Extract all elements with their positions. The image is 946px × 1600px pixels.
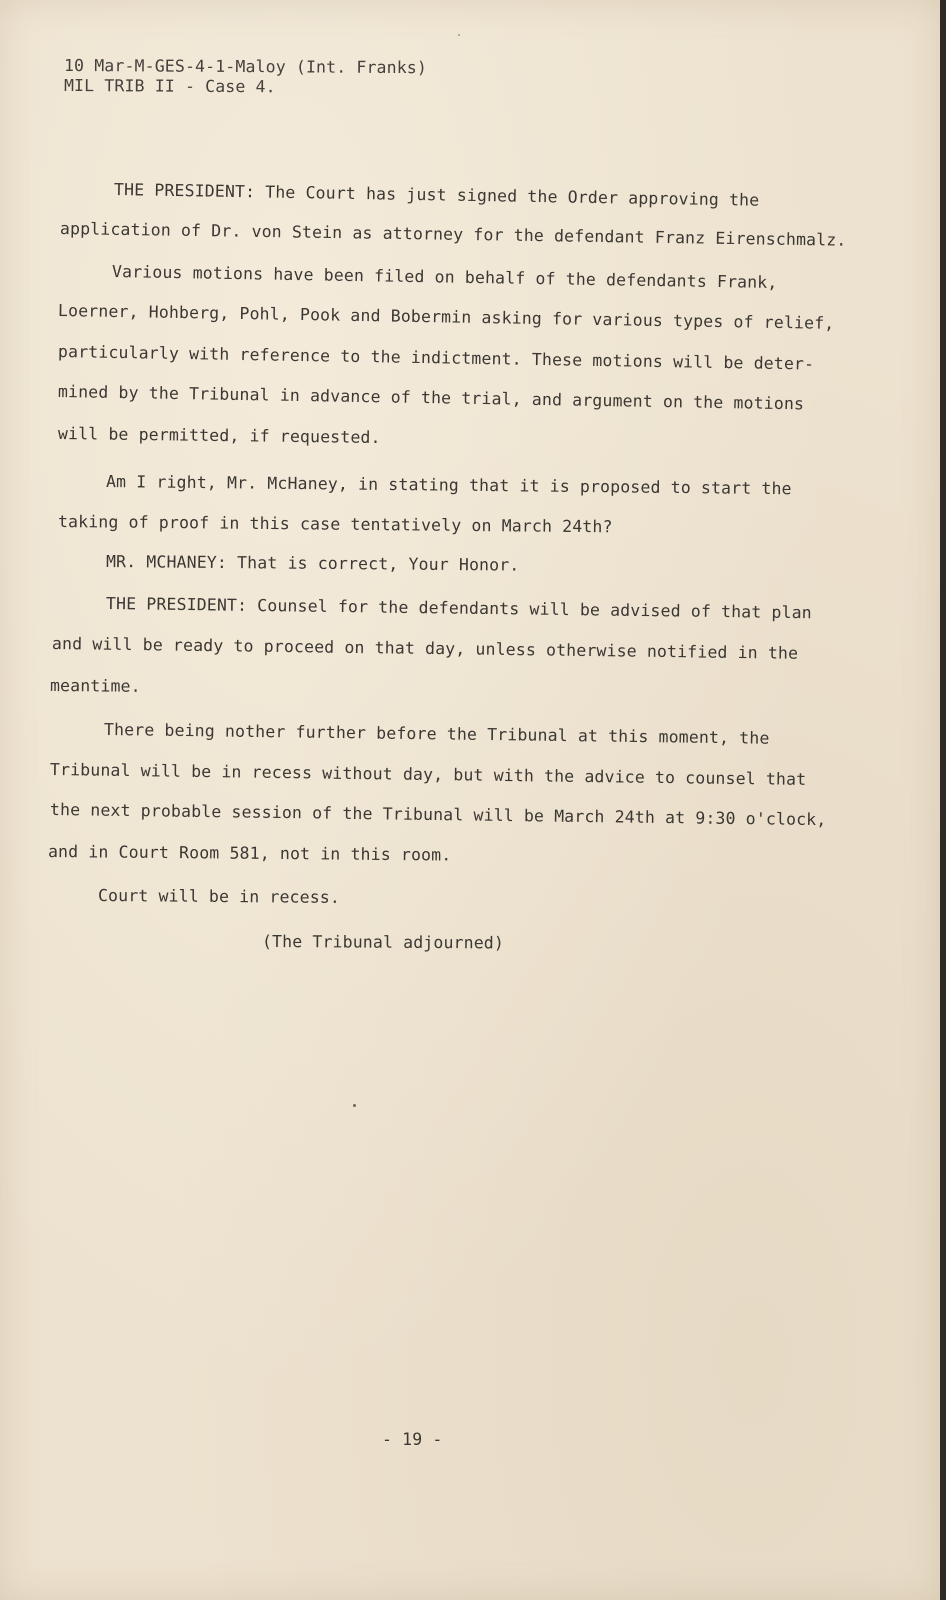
transcript-line: and in Court Room 581, not in this room. <box>47 842 452 865</box>
page-edge-shadow <box>940 0 946 1600</box>
page-number: - 19 - <box>382 1430 443 1449</box>
transcript-line: will be permitted, if requested. <box>57 424 381 447</box>
transcript-line: THE PRESIDENT: The Court has just signed the Order approving the <box>113 180 760 210</box>
transcript-line: the next probable session of the Tribunal will be March 24th at 9:30 o'clock, <box>49 800 827 830</box>
transcript-line: meantime. <box>49 676 141 696</box>
header-reference-line: 10 Mar-M-GES-4-1-Maloy (Int. Franks) <box>63 56 428 78</box>
paper-speck <box>353 1104 356 1107</box>
transcript-line: Various motions have been filed on behalf of the defendants Frank, <box>111 262 778 293</box>
header-tribunal-case-line: MIL TRIB II - Case 4. <box>63 76 276 97</box>
transcript-line: There being nother further before the Tribunal at this moment, the <box>103 720 770 748</box>
transcript-line: Loerner, Hohberg, Pohl, Pook and Bobermin asking for various types of relief, <box>57 301 835 333</box>
paper-speck <box>458 34 460 36</box>
transcript-line: THE PRESIDENT: Counsel for the defendants will be advised of that plan <box>105 594 812 623</box>
transcript-line: Tribunal will be in recess without day, but with the advice to counsel that <box>49 760 807 789</box>
adjournment-note: (The Tribunal adjourned) <box>261 932 505 953</box>
transcript-line: Court will be in recess. <box>97 886 341 907</box>
transcript-line: MR. MCHANEY: That is correct, Your Honor. <box>105 552 520 575</box>
transcript-line: Am I right, Mr. McHaney, in stating that it is proposed to start the <box>105 472 792 499</box>
transcript-line: mined by the Tribunal in advance of the trial, and argument on the motions <box>57 382 805 414</box>
transcript-line: and will be ready to proceed on that day, unless otherwise notified in the <box>51 634 799 663</box>
transcript-line: application of Dr. von Stein as attorney for the defendant Franz Eirenschmalz. <box>59 219 847 250</box>
transcript-line: particularly with reference to the indictment. These motions will be deter- <box>57 342 815 374</box>
transcript-line: taking of proof in this case tentatively on March 24th? <box>57 512 613 537</box>
